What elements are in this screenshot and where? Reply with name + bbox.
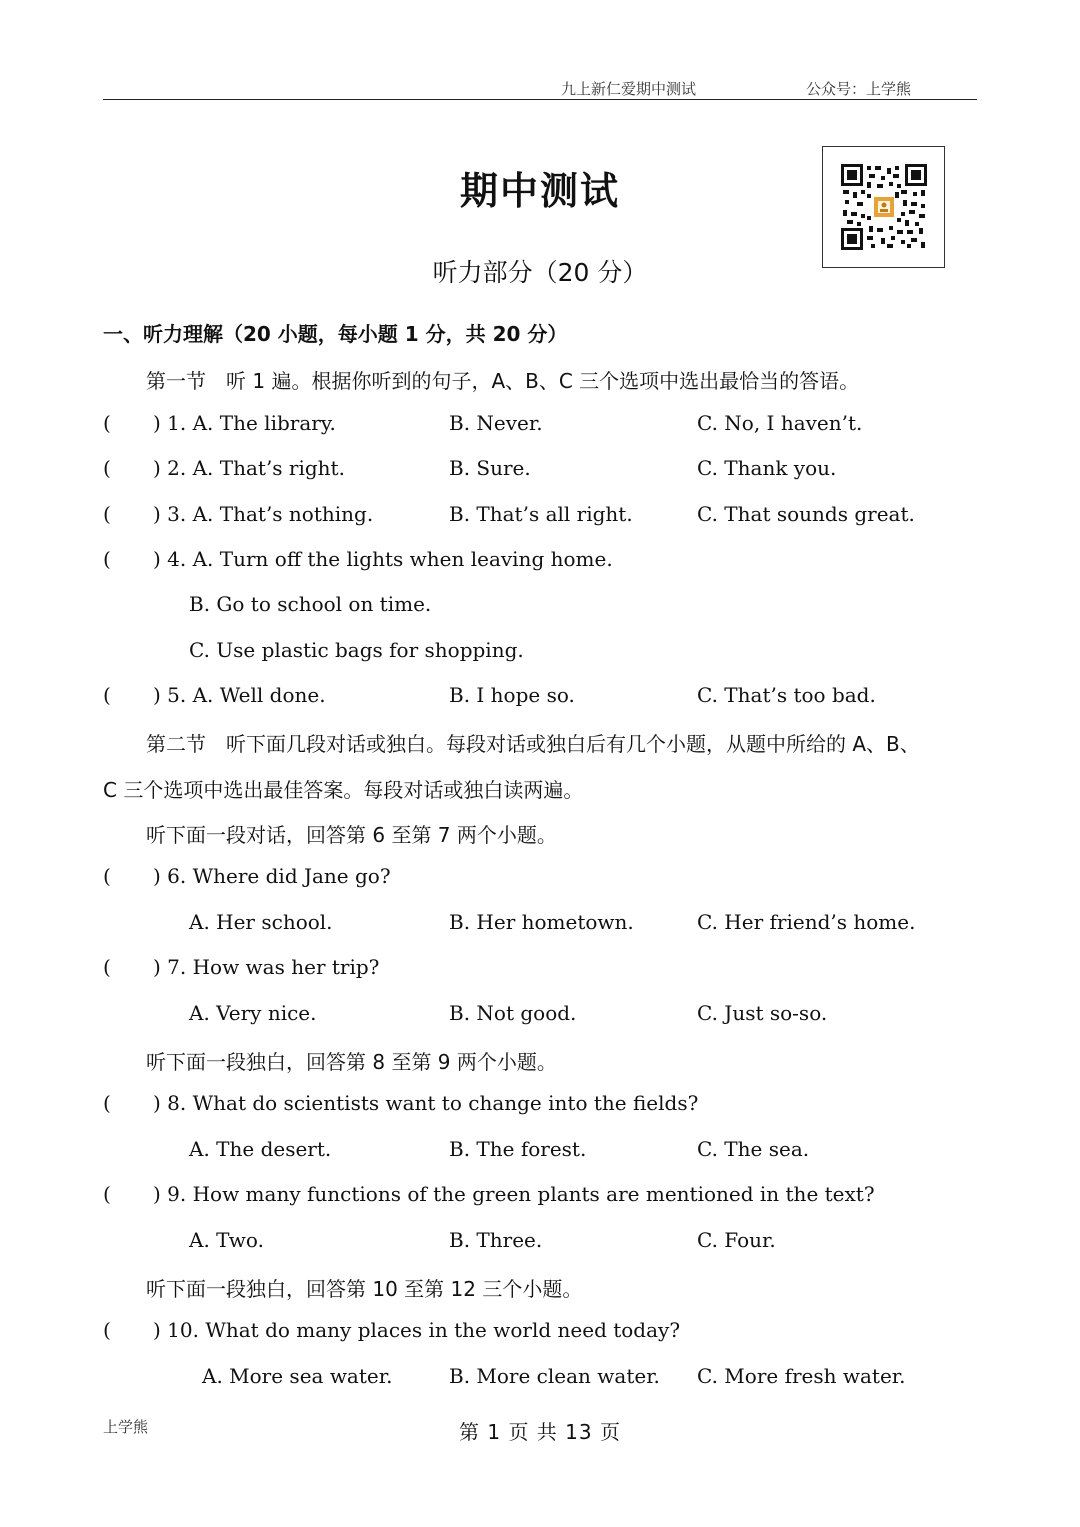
q3-stem: ) 3. A. That’s nothing. [153,502,374,526]
header-rule [103,99,977,100]
listen-instruction-10-12: 听下面一段独白，回答第 10 至第 12 三个小题。 [146,1277,583,1301]
answer-paren: ( [103,1091,111,1115]
q5-option-c: C. That’s too bad. [697,683,876,707]
q2-stem: ) 2. A. That’s right. [153,456,345,480]
answer-paren: ( [103,1182,111,1206]
q8-stem: ) 8. What do scientists want to change into the fields? [153,1091,699,1115]
answer-paren: ( [103,864,111,888]
answer-paren: ( [103,411,111,435]
q7-stem: ) 7. How was her trip? [153,955,380,979]
q9-option-c: C. Four. [697,1228,776,1252]
part2-instructions: 第二节 听下面几段对话或独白。每段对话或独白后有几个小题，从题中所给的 A、B、 [146,732,920,756]
q8-option-a: A. The desert. [189,1137,332,1161]
q1-option-c: C. No, I haven’t. [697,411,863,435]
answer-paren: ( [103,1318,111,1342]
q3-option-c: C. That sounds great. [697,502,915,526]
q2-option-c: C. Thank you. [697,456,837,480]
section-heading: 一、听力理解（20 小题，每小题 1 分，共 20 分） [103,322,568,346]
part2-instructions-cont: C 三个选项中选出最佳答案。每段对话或独白读两遍。 [103,778,584,802]
q3-option-b: B. That’s all right. [449,502,633,526]
answer-paren: ( [103,683,111,707]
q7-option-c: C. Just so-so. [697,1001,828,1025]
q2-option-b: B. Sure. [449,456,531,480]
q7-option-a: A. Very nice. [189,1001,317,1025]
header-account: 公众号：上学熊 [806,80,912,98]
listen-instruction-8-9: 听下面一段独白，回答第 8 至第 9 两个小题。 [146,1050,557,1074]
answer-paren: ( [103,547,111,571]
listen-instruction-6-7: 听下面一段对话，回答第 6 至第 7 两个小题。 [146,823,557,847]
q1-option-b: B. Never. [449,411,543,435]
q5-option-b: B. I hope so. [449,683,575,707]
q8-option-b: B. The forest. [449,1137,587,1161]
qr-code-icon [841,164,927,250]
q4-option-c: C. Use plastic bags for shopping. [189,638,524,662]
q8-option-c: C. The sea. [697,1137,810,1161]
q10-option-b: B. More clean water. [449,1364,660,1388]
q5-stem: ) 5. A. Well done. [153,683,326,707]
part1-instructions: 第一节 听 1 遍。根据你听到的句子，A、B、C 三个选项中选出最恰当的答语。 [146,369,860,393]
q6-stem: ) 6. Where did Jane go? [153,864,391,888]
q9-option-b: B. Three. [449,1228,543,1252]
q10-option-a: A. More sea water. [202,1364,393,1388]
answer-paren: ( [103,955,111,979]
q4-stem: ) 4. A. Turn off the lights when leaving home. [153,547,613,571]
q10-option-c: C. More fresh water. [697,1364,906,1388]
q9-option-a: A. Two. [189,1228,264,1252]
q6-option-b: B. Her hometown. [449,910,634,934]
answer-paren: ( [103,456,111,480]
q1-stem: ) 1. A. The library. [153,411,336,435]
footer-brand: 上学熊 [103,1418,149,1436]
q9-stem: ) 9. How many functions of the green plants are mentioned in the text? [153,1182,875,1206]
page-title: 期中测试 [459,169,620,213]
q7-option-b: B. Not good. [449,1001,577,1025]
q10-stem: ) 10. What do many places in the world need today? [153,1318,681,1342]
answer-paren: ( [103,502,111,526]
page-subtitle: 听力部分（20 分） [432,258,648,287]
page-number: 第 1 页 共 13 页 [459,1420,621,1444]
q6-option-a: A. Her school. [189,910,333,934]
header-exam-name: 九上新仁爱期中测试 [561,80,697,98]
q6-option-c: C. Her friend’s home. [697,910,916,934]
q4-option-b: B. Go to school on time. [189,592,432,616]
qr-code [822,146,945,268]
